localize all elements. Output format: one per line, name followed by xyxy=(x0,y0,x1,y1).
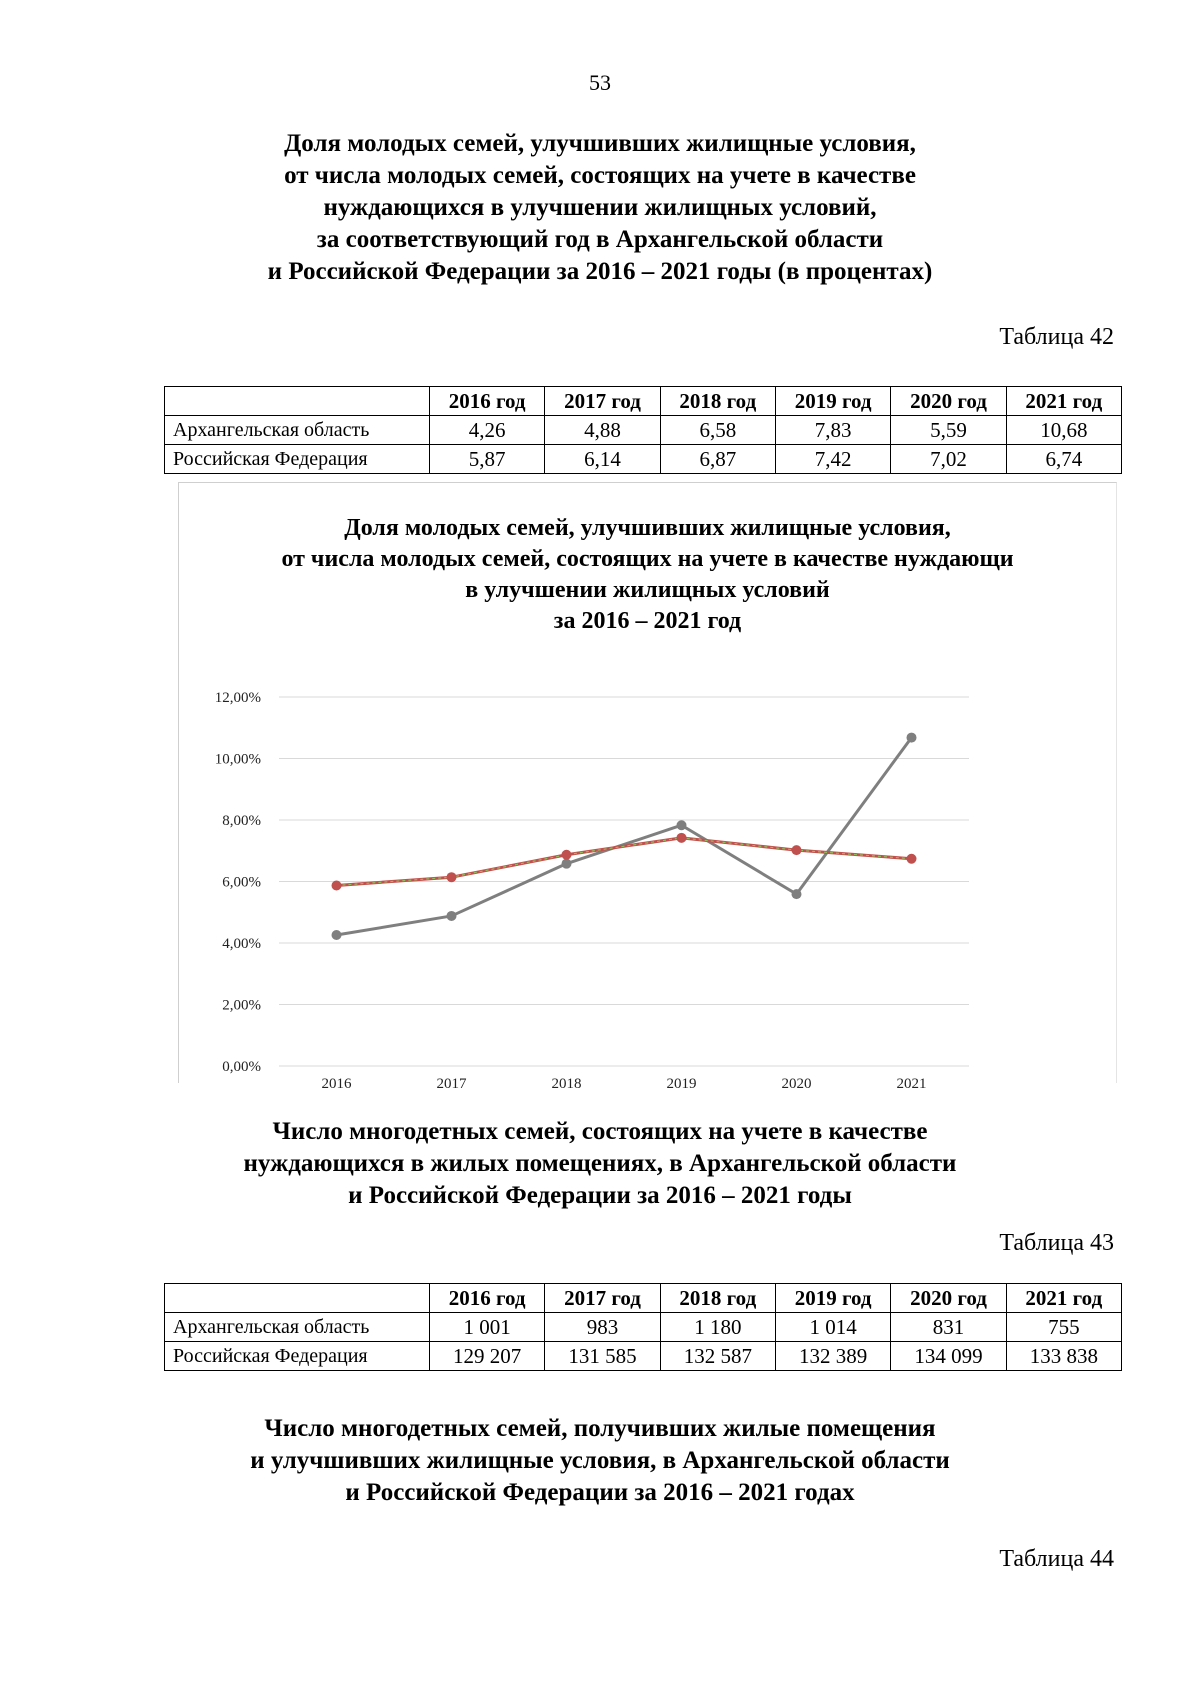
header-cell: 2017 год xyxy=(545,1284,660,1313)
data-point xyxy=(907,854,917,864)
table-cell: 6,87 xyxy=(660,445,775,474)
table-43 xyxy=(164,1283,1122,1371)
line-chart xyxy=(179,483,1116,1092)
y-tick-label: 12,00% xyxy=(214,690,261,706)
data-point xyxy=(332,880,342,890)
data-point xyxy=(907,733,917,743)
table-cell: 1 001 xyxy=(430,1313,545,1342)
data-point xyxy=(562,850,572,860)
chart-container xyxy=(178,482,1117,1092)
table-cell: 6,74 xyxy=(1006,445,1121,474)
header-cell: 2021 год xyxy=(1006,1284,1121,1313)
table-cell: 129 207 xyxy=(430,1342,545,1371)
chart-title-line: за 2016 – 2021 год xyxy=(553,608,742,634)
heading-line: Доля молодых семей, улучшивших жилищные условия, xyxy=(284,130,916,157)
heading-line: от числа молодых семей, состоящих на учете в качестве xyxy=(284,162,916,189)
chart-title-line: Доля молодых семей, улучшивших жилищные условия, xyxy=(344,515,951,541)
table-cell: 10,68 xyxy=(1006,416,1121,445)
x-tick-label: 2016 xyxy=(321,1076,352,1092)
header-cell: 2020 год xyxy=(891,387,1006,416)
header-cell xyxy=(165,387,430,416)
x-tick-label: 2017 xyxy=(436,1076,467,1092)
heading-table-42 xyxy=(0,128,1200,288)
header-cell: 2021 год xyxy=(1006,387,1121,416)
header-cell: 2019 год xyxy=(775,387,890,416)
data-point xyxy=(677,820,687,830)
table-cell: 4,88 xyxy=(545,416,660,445)
x-tick-label: 2018 xyxy=(551,1076,582,1092)
heading-table-44 xyxy=(0,1413,1200,1509)
table-cell: 7,42 xyxy=(775,445,890,474)
x-tick-label: 2021 xyxy=(896,1076,927,1092)
table-cell: 983 xyxy=(545,1313,660,1342)
table-header-row xyxy=(165,1284,1122,1313)
table-row xyxy=(165,445,1122,474)
table-cell: 1 014 xyxy=(775,1313,890,1342)
table-cell: 131 585 xyxy=(545,1342,660,1371)
page-number: 53 xyxy=(589,70,611,95)
table-header-row xyxy=(165,387,1122,416)
heading-line: Число многодетных семей, получивших жилые помещения xyxy=(264,1415,936,1442)
table-cell: 7,02 xyxy=(891,445,1006,474)
header-cell xyxy=(165,1284,430,1313)
table-cell: 134 099 xyxy=(891,1342,1006,1371)
series-line xyxy=(337,738,912,935)
row-label: Архангельская область xyxy=(165,1313,430,1342)
heading-line: нуждающихся в улучшении жилищных условий, xyxy=(323,194,877,221)
table-42 xyxy=(164,386,1122,474)
table-cell: 755 xyxy=(1006,1313,1121,1342)
table-cell: 133 838 xyxy=(1006,1342,1121,1371)
header-cell: 2020 год xyxy=(891,1284,1006,1313)
data-point xyxy=(792,889,802,899)
table-cell: 132 587 xyxy=(660,1342,775,1371)
y-tick-label: 6,00% xyxy=(222,874,261,891)
table-cell: 132 389 xyxy=(775,1342,890,1371)
table-row xyxy=(165,416,1122,445)
row-label: Российская Федерация xyxy=(165,445,430,474)
heading-line: за соответствующий год в Архангельской области xyxy=(316,226,884,253)
header-cell: 2017 год xyxy=(545,387,660,416)
table-row xyxy=(165,1313,1122,1342)
table-cell: 6,58 xyxy=(660,416,775,445)
table-cell: 4,26 xyxy=(430,416,545,445)
y-tick-label: 4,00% xyxy=(222,936,261,952)
table-cell: 6,14 xyxy=(545,445,660,474)
heading-line: Число многодетных семей, состоящих на учете в качестве xyxy=(272,1118,928,1145)
data-point xyxy=(562,859,572,869)
series-line xyxy=(337,838,912,886)
heading-line: и улучшивших жилищные условия, в Архангельской области xyxy=(250,1447,950,1474)
header-cell: 2019 год xyxy=(775,1284,890,1313)
table-row xyxy=(165,1342,1122,1371)
y-tick-label: 2,00% xyxy=(222,997,261,1014)
y-tick-label: 8,00% xyxy=(222,813,261,829)
x-tick-label: 2020 xyxy=(781,1076,812,1092)
heading-line: и Российской Федерации за 2016 – 2021 годы xyxy=(348,1182,852,1209)
data-point xyxy=(447,872,457,882)
data-point xyxy=(792,845,802,855)
data-point xyxy=(677,833,687,843)
table-43-label: Таблица 43 xyxy=(999,1230,1114,1256)
row-label: Архангельская область xyxy=(165,416,430,445)
x-tick-label: 2019 xyxy=(666,1076,697,1092)
header-cell: 2016 год xyxy=(430,1284,545,1313)
chart-title-line: в улучшении жилищных условий xyxy=(465,577,830,603)
table-cell: 831 xyxy=(891,1313,1006,1342)
data-point xyxy=(332,930,342,940)
table-44-label: Таблица 44 xyxy=(999,1546,1114,1572)
table-cell: 5,59 xyxy=(891,416,1006,445)
data-point xyxy=(447,911,457,921)
header-cell: 2016 год xyxy=(430,387,545,416)
heading-line: и Российской Федерации за 2016 – 2021 годы (в процентах) xyxy=(267,258,933,285)
table-cell: 1 180 xyxy=(660,1313,775,1342)
y-tick-label: 0,00% xyxy=(222,1059,261,1075)
heading-line: и Российской Федерации за 2016 – 2021 годах xyxy=(345,1479,855,1506)
heading-line: нуждающихся в жилых помещениях, в Архангельской области xyxy=(243,1150,957,1177)
header-cell: 2018 год xyxy=(660,1284,775,1313)
row-label: Российская Федерация xyxy=(165,1342,430,1371)
table-42-label: Таблица 42 xyxy=(999,324,1114,350)
table-cell: 5,87 xyxy=(430,445,545,474)
heading-table-43 xyxy=(0,1116,1200,1212)
chart-title-line: от числа молодых семей, состоящих на учете в качестве нуждающи xyxy=(281,546,1014,572)
table-cell: 7,83 xyxy=(775,416,890,445)
header-cell: 2018 год xyxy=(660,387,775,416)
y-tick-label: 10,00% xyxy=(214,751,261,768)
